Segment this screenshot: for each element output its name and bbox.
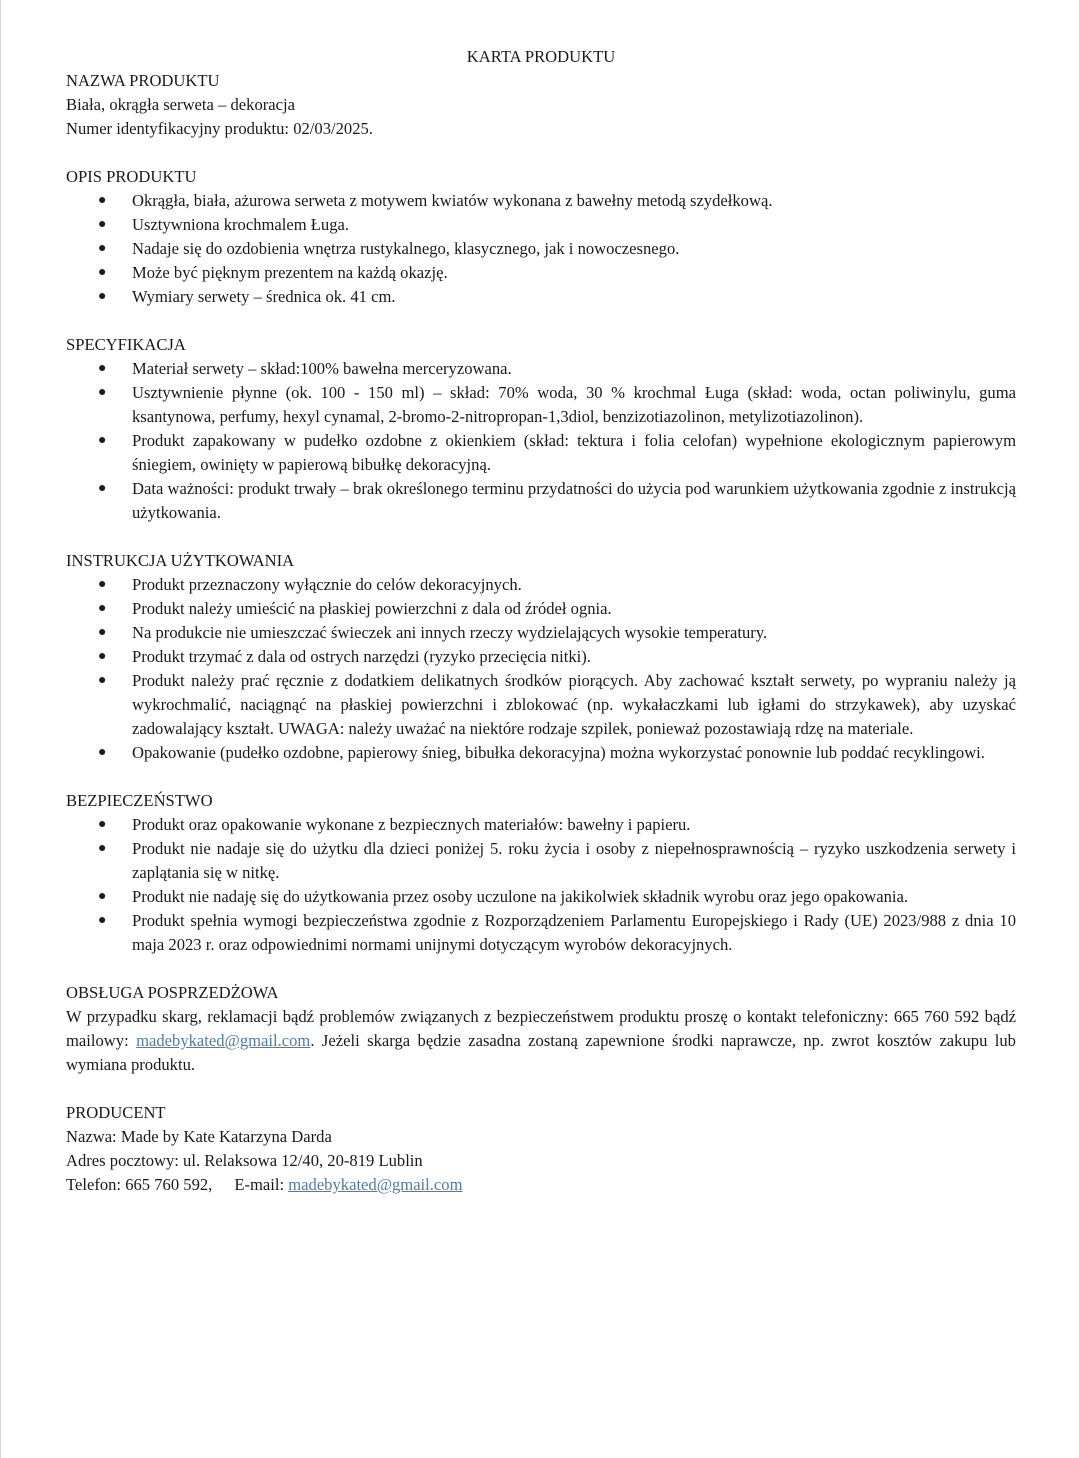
bullet-icon: ● [98, 649, 107, 664]
specification-list [66, 357, 1016, 525]
producer-phone: Telefon: 665 760 592, [66, 1175, 213, 1194]
list-item: ● Na produkcie nie umieszczać świeczek ani innych rzeczy wydzielających wysokie temperatury. [66, 621, 1016, 645]
list-item: ● Produkt nie nadaję się do użytkowania przez osoby uczulone na jakikolwiek składnik wyrobu oraz jego opakowania. [66, 885, 1016, 909]
aftersales-heading: OBSŁUGA POSPRZEDŻOWA [66, 983, 279, 1002]
document-content [66, 45, 1016, 1197]
list-item: ● Nadaje się do ozdobienia wnętrza rustykalnego, klasycznego, jak i nowoczesnego. [66, 237, 1016, 261]
producer-heading: PRODUCENT [66, 1103, 166, 1122]
instructions-heading: INSTRUKCJA UŻYTKOWANIA [66, 551, 295, 570]
description-heading: OPIS PRODUKTU [66, 167, 197, 186]
bullet-icon: ● [98, 481, 107, 496]
specification-heading: SPECYFIKACJA [66, 335, 186, 354]
description-list [66, 189, 1016, 309]
aftersales-email-link[interactable]: madebykated@gmail.com [136, 1031, 311, 1050]
bullet-icon: ● [98, 193, 107, 208]
safety-section [66, 789, 1016, 957]
specification-section [66, 333, 1016, 525]
list-item: ● Usztywniona krochmalem Ługa. [66, 213, 1016, 237]
bullet-icon: ● [98, 433, 107, 448]
instructions-section [66, 549, 1016, 765]
list-item: ● Opakowanie (pudełko ozdobne, papierowy śnieg, bibułka dekoracyjna) można wykorzystać ponownie lub poddać recyklingowi. [66, 741, 1016, 765]
producer-address: Adres pocztowy: ul. Relaksowa 12/40, 20-819 Lublin [66, 1151, 423, 1170]
bullet-icon: ● [98, 385, 107, 400]
bullet-icon: ● [98, 601, 107, 616]
producer-email-link[interactable]: madebykated@gmail.com [288, 1175, 463, 1194]
list-item: ● Usztywnienie płynne (ok. 100 - 150 ml) – skład: 70% woda, 30 % krochmal Ługa (skład: woda, octan poliwinylu, guma ksantynowa, perfumy, hexyl cynamal, 2-bromo-2-nitropropan-1,3diol, benzizotiazolinon, metylizotiazolinon). [98, 383, 1016, 426]
bullet-icon: ● [98, 913, 107, 928]
aftersales-section [66, 981, 1016, 1077]
list-item: ● Produkt należy umieścić na płaskiej powierzchni z dala od źródeł ognia. [66, 597, 1016, 621]
bullet-icon: ● [98, 625, 107, 640]
bullet-icon: ● [98, 241, 107, 256]
list-item: ● Data ważności: produkt trwały – brak określonego terminu przydatności do użycia pod warunkiem użytkowania zgodnie z instrukcją użytkowania. [98, 479, 1016, 522]
list-item: ● Produkt zapakowany w pudełko ozdobne z okienkiem (skład: tektura i folia celofan) wypełnione ekologicznym papierowym śniegiem, owinięty w papierową bibułkę dekoracyjną. [98, 431, 1016, 474]
name-section [66, 69, 1016, 141]
list-item: ● Wymiary serwety – średnica ok. 41 cm. [66, 285, 1016, 309]
list-item: ● Produkt trzymać z dala od ostrych narzędzi (ryzyko przecięcia nitki). [66, 645, 1016, 669]
document-title: KARTA PRODUKTU [466, 47, 616, 66]
producer-name: Nazwa: Made by Kate Katarzyna Darda [66, 1127, 332, 1146]
name-heading: NAZWA PRODUKTU [66, 71, 220, 90]
list-item: ● Produkt nie nadaje się do użytku dla dzieci poniżej 5. roku życia i osoby z niepełnosprawnością – ryzyko uszkodzenia serwety i zaplątania się w nitkę. [98, 839, 1016, 882]
aftersales-paragraph: W przypadku skarg, reklamacji bądź problemów związanych z bezpieczeństwem produktu proszę o kontakt telefoniczny: 665 760 592 bądź mailowy: madebykated@gmail.com. Jeżeli skarga będzie zasadna zostaną zapewnione środki naprawcze, np. zwrot kosztów zakupu lub wymiana produktu. [66, 1007, 1016, 1074]
list-item: ● Materiał serwety – skład:100% bawełna merceryzowana. [66, 357, 1016, 381]
instructions-list [66, 573, 1016, 765]
bullet-icon: ● [98, 841, 107, 856]
list-item: ● Produkt należy prać ręcznie z dodatkiem delikatnych środków piorących. Aby zachować kształt serwety, po wypraniu należy ją wykrochmalić, naciągnąć na płaskiej powierzchni i zblokować (np. wykałaczkami lub igłami do strzykawek), aby uzyskać zadowalający kształt. UWAGA: należy uważać na niektóre rodzaje szpilek, ponieważ pozostawiają rdzę na materiale. [98, 671, 1016, 738]
list-item: ● Produkt oraz opakowanie wykonane z bezpiecznych materiałów: bawełny i papieru. [66, 813, 1016, 837]
bullet-icon: ● [98, 889, 107, 904]
producer-email-label: E-mail: [234, 1175, 289, 1194]
bullet-icon: ● [98, 817, 107, 832]
bullet-icon: ● [98, 745, 107, 760]
bullet-icon: ● [98, 361, 107, 376]
bullet-icon: ● [98, 673, 107, 688]
safety-list [66, 813, 1016, 957]
producer-contact [66, 1173, 1016, 1197]
list-item: ● Produkt spełnia wymogi bezpieczeństwa zgodnie z Rozporządzeniem Parlamentu Europejskiego i Rady (UE) 2023/988 z dnia 10 maja 2023 r. oraz odpowiednimi normami unijnymi dotyczącym wyrobów dekoracyjnych. [98, 911, 1016, 954]
safety-heading: BEZPIECZEŃSTWO [66, 791, 213, 810]
list-item: ● Okrągła, biała, ażurowa serweta z motywem kwiatów wykonana z bawełny metodą szydełkową. [66, 189, 1016, 213]
list-item: ● Produkt przeznaczony wyłącznie do celów dekoracyjnych. [66, 573, 1016, 597]
bullet-icon: ● [98, 289, 107, 304]
product-id: Numer identyfikacyjny produktu: 02/03/2025. [66, 119, 373, 138]
bullet-icon: ● [98, 577, 107, 592]
product-name: Biała, okrągła serweta – dekoracja [66, 95, 295, 114]
bullet-icon: ● [98, 217, 107, 232]
description-section [66, 165, 1016, 309]
bullet-icon: ● [98, 265, 107, 280]
producer-section [66, 1101, 1016, 1197]
list-item: ● Może być pięknym prezentem na każdą okazję. [66, 261, 1016, 285]
